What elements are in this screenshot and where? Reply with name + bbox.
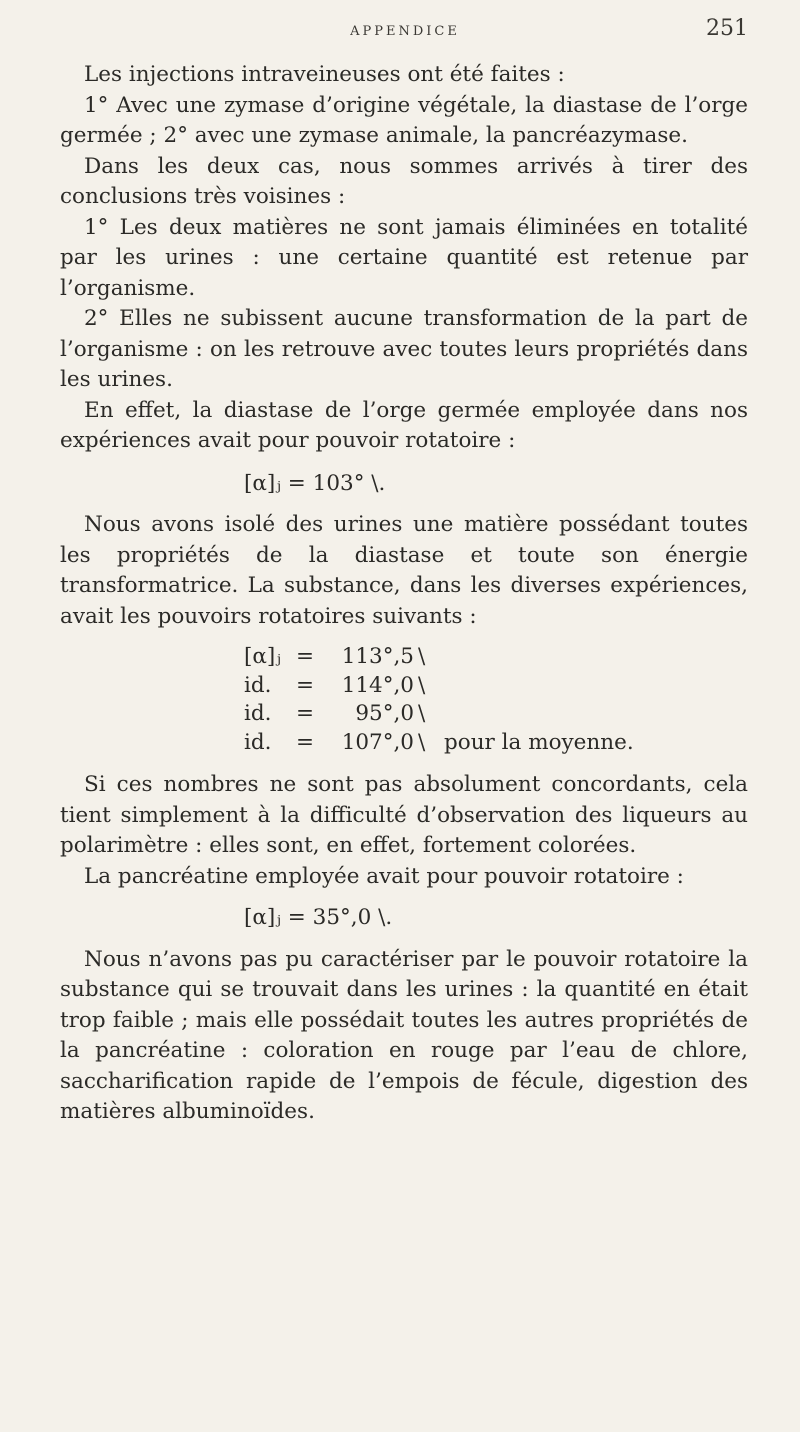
rotation-row — [244, 643, 634, 672]
running-head: APPENDICE — [350, 24, 460, 39]
rotation-value: 95°,0 — [355, 701, 414, 726]
paragraph-isolation: Nous avons isolé des urines une matière possédant toutes les propriétés de la diastase et toute son énergie transformatrice. La substance, dans les diverses expériences, avait les pouvoirs rotatoires suivants : — [60, 512, 748, 629]
rotation-label: id. — [244, 701, 272, 726]
rotation-label: id. — [244, 729, 272, 755]
rotation-label: id. — [244, 672, 272, 698]
paragraph-point-1: 1° Les deux matières ne sont jamais éliminées en totalité par les urines : une certaine quantité est retenue par l’organisme. — [60, 214, 748, 301]
rotation-values-table — [244, 643, 634, 757]
paragraph-concordance: Si ces nombres ne sont pas absolument concordants, cela tient simplement à la difficulté d’observation des liqueurs au polarimètre : elles sont, en effet, fortement colorées. — [60, 772, 748, 858]
rotation-row — [244, 729, 634, 758]
paragraph-conclusions: Dans les deux cas, nous sommes arrivés à tirer des conclusions très voisines : — [60, 153, 748, 209]
rotation-equals: = — [296, 729, 315, 755]
rotation-equals: = — [296, 644, 315, 669]
rotation-value: 113°,5 — [341, 644, 414, 669]
page-header — [60, 8, 750, 52]
rotation-note — [444, 700, 634, 729]
rotation-unit: \ — [418, 672, 426, 698]
rotation-row — [244, 672, 634, 701]
paragraph-diastase: En effet, la diastase de l’orge germée employée dans nos expériences avait pour pouvoir rotatoire : — [60, 397, 748, 453]
paragraph-zymases: 1° Avec une zymase d’origine végétale, la diastase de l’orge germée ; 2° avec une zymase animale, la pancréazymase. — [60, 92, 748, 148]
equation-pancreatine-rotation: [α]ⱼ = 35°,0 \. — [244, 905, 393, 930]
rotation-unit: \ — [418, 729, 426, 755]
paragraph-intro: Les injections intraveineuses ont été faites : — [84, 62, 565, 87]
rotation-note — [444, 672, 634, 701]
rotation-note: pour la moyenne. — [444, 729, 634, 755]
rotation-equals: = — [296, 701, 315, 726]
rotation-unit: \ — [418, 644, 426, 669]
rotation-unit: \ — [418, 701, 426, 726]
page-body — [60, 60, 748, 1128]
rotation-row — [244, 700, 634, 729]
rotation-value: 114°,0 — [341, 672, 414, 698]
rotation-value: 107°,0 — [341, 729, 414, 755]
rotation-label: [α]ⱼ — [244, 644, 281, 669]
rotation-equals: = — [296, 672, 315, 698]
rotation-note — [444, 643, 634, 672]
paragraph-final: Nous n’avons pas pu caractériser par le pouvoir rotatoire la substance qui se trouvait dans les urines : la quantité en était trop faible ; mais elle possédait toutes les autres propriétés de la pancréatine : coloration en rouge par l’eau de chlore, saccharification rapide de l’empois de fécule, digestion des matières albuminoïdes. — [60, 946, 748, 1124]
equation-diastase-rotation: [α]ⱼ = 103° \. — [244, 470, 386, 496]
page-number: 251 — [706, 16, 748, 41]
paragraph-point-2: 2° Elles ne subissent aucune transformation de la part de l’organisme : on les retrouve avec toutes leurs propriétés dans les urines. — [60, 306, 748, 392]
paragraph-pancreatine: La pancréatine employée avait pour pouvoir rotatoire : — [84, 863, 684, 889]
